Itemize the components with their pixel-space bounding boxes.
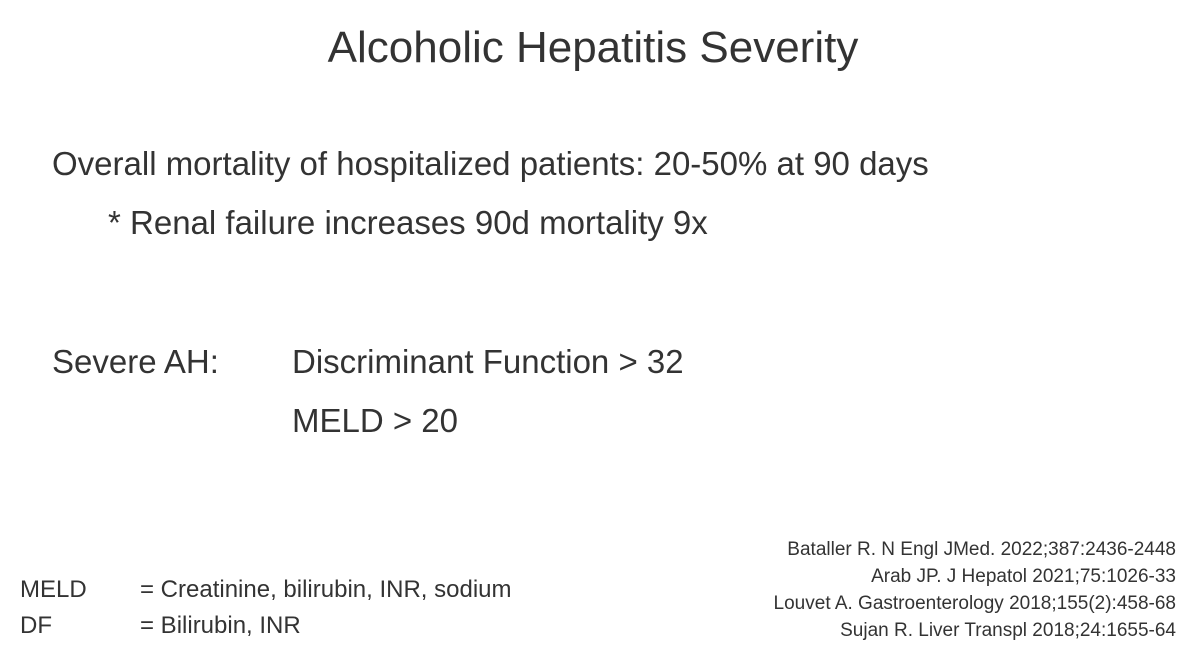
reference-item: Louvet A. Gastroenterology 2018;155(2):458-68 bbox=[773, 593, 1176, 614]
severe-ah-label: Severe AH: bbox=[52, 343, 219, 380]
definition-term-meld: MELD bbox=[20, 576, 87, 603]
reference-item: Bataller R. N Engl JMed. 2022;387:2436-2448 bbox=[787, 539, 1176, 560]
definition-desc-df: = Bilirubin, INR bbox=[140, 612, 301, 639]
reference-item: Arab JP. J Hepatol 2021;75:1026-33 bbox=[871, 566, 1176, 587]
reference-item: Sujan R. Liver Transpl 2018;24:1655-64 bbox=[840, 620, 1176, 641]
references-block bbox=[774, 536, 1176, 644]
definition-term-df: DF bbox=[20, 612, 52, 639]
definition-desc-meld: = Creatinine, bilirubin, INR, sodium bbox=[140, 576, 512, 603]
mortality-statement: Overall mortality of hospitalized patients: 20-50% at 90 days bbox=[52, 145, 929, 182]
criterion-meld: MELD > 20 bbox=[292, 402, 458, 439]
renal-failure-note: * Renal failure increases 90d mortality 9x bbox=[108, 204, 708, 241]
criterion-discriminant-function: Discriminant Function > 32 bbox=[292, 343, 684, 380]
slide-title: Alcoholic Hepatitis Severity bbox=[327, 23, 859, 72]
